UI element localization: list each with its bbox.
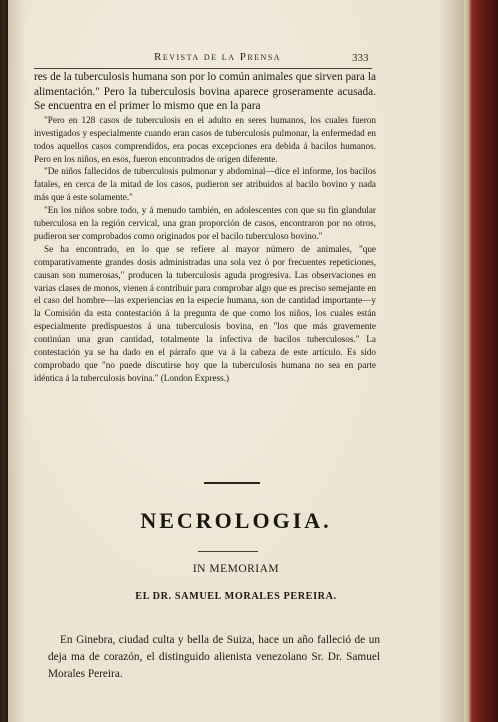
article-paragraph: res de la tuberculosis humana son por lo común animales que sirven para la alimentación." Pero la tuberculosis bovina aparece groseramente acusada. Se encuentra en el primer lo mismo que en la para — [34, 71, 376, 113]
running-title: Revista de la Prensa — [154, 51, 282, 63]
running-header — [154, 51, 384, 67]
article-body — [34, 70, 376, 385]
article-paragraph: "De niños fallecidos de tuberculosis pulmonar y abdominal—dice el informe, los bacilos fatales, en cerca de la mitad de los casos, pudieron ser atribuidos al bacilo bovino y nada más que á este solamente." — [34, 166, 376, 203]
section-divider — [204, 482, 260, 484]
page-number: 333 — [352, 52, 369, 64]
obituary-body — [48, 632, 380, 683]
book-spine — [464, 0, 498, 722]
article-paragraph: "Pero en 128 casos de tuberculosis en el adulto en seres humanos, los cuales fueron investigados y especialmente cuando eran casos de tuberculosis pulmonar, la enfermedad en todos aquellos casos comprendidos, era pocas excepciones era debida á bacilos humanos. Pero en los niños, en esos, fueron encontrados de origen diferente. — [34, 114, 376, 164]
article-paragraph: "En los niños sobre todo, y á menudo también, en adolescentes con que su fin glandular tuberculosa en la región cervical, una gran proporción de casos, encontraron por no otros, pudieron ser comprobados como originados por el bacilo tuberculoso bovino." — [34, 205, 376, 241]
section-title: NECROLOGIA. — [140, 508, 332, 533]
article-paragraph: Se ha encontrado, en lo que se refiere al mayor número de animales, "que comparativamente grandes dosis administradas una sola vez ó por frecuentes repeticiones, causan son numerosas," producen la tuberculosis aguda progresiva. Las observaciones en varias clases de monos, vienen á contribuir para comprobar algo que es preciso semejante en el caso del hombre—las experiencias en la especie humana, son de cantidad importante—y la Comisión da esta contestación á la pregunta de que como los niños, los cuales están especialmente predispuestos á una tuberculosis bovina, en "los que más gravemente continúan una gran cantidad, totalmente la infectiva de bacilos tuberculosos." La contestación ya se ha dado en el párrafo que va á la cabeza de este artículo. Es sido comprobado que "no puede discutirse hoy que la tuberculosis humana no sea en parte idéntica á la tuberculosis bovina." (London Express.) — [34, 243, 376, 383]
section-subtitle: IN MEMORIAM — [192, 563, 280, 575]
document-page — [8, 0, 464, 722]
title-rule — [198, 551, 258, 552]
obituary-paragraph: En Ginebra, ciudad culta y bella de Suiza, hace un año falleció de un deja ma de corazón, el distinguido alienista venezolano Sr. Dr. Samuel Morales Pereira. — [48, 634, 380, 680]
obituary-heading: EL DR. SAMUEL MORALES PEREIRA. — [135, 591, 337, 602]
header-rule — [34, 68, 372, 69]
